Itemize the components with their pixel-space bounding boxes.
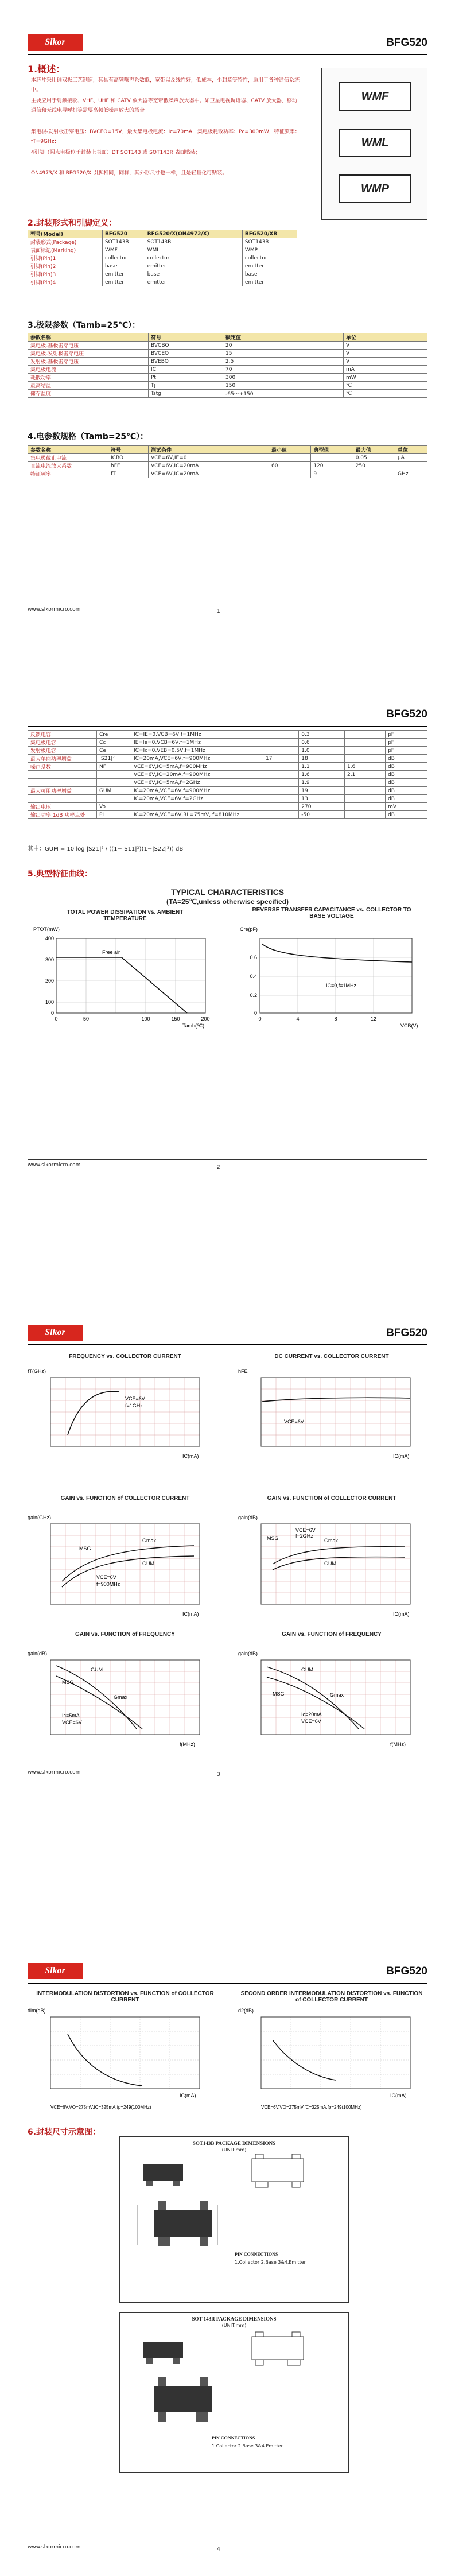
chip-wmp	[339, 174, 411, 203]
package-drawing-sot143b	[119, 2136, 349, 2303]
electrical-table-header: 参数名称 符号 测试条件 最小值 典型值 最大值 单位	[28, 446, 427, 454]
page-footer	[28, 1159, 427, 1169]
table-row: 集电极截止电流 ICBO VCB=6V,IE=0 0.05 μA	[28, 454, 427, 462]
package-table-header: 型号(Model) BFG520 BFG520/X(ON4972/X) BFG520/XR	[28, 230, 297, 238]
svg-text:100: 100	[141, 1016, 150, 1022]
page-number: 4	[217, 2547, 220, 2552]
chart-note: Free air	[102, 949, 120, 955]
electrical-table-cont	[28, 730, 427, 819]
table-row: 封装形式(Package) SOT143B SOT143B SOT143R	[28, 238, 297, 246]
curve-label: GUM	[91, 1667, 103, 1673]
chart-capacitance	[240, 924, 429, 1030]
section-limits-title: 3.极限参数（Tamb=25℃）：	[28, 321, 141, 330]
svg-text:0: 0	[55, 1016, 58, 1022]
y-axis-label: PTOT(mW)	[33, 926, 60, 932]
x-axis-label: f(MHz)	[390, 1741, 406, 1747]
x-axis-label: VCB(V)	[400, 1023, 418, 1029]
x-axis-label: IC(mA)	[393, 1453, 410, 1459]
page-header	[28, 1963, 427, 1984]
package-title: SOT143B PACKAGE DIMENSIONS	[192, 2140, 276, 2146]
chart-gain-vs-ic-2g	[238, 1512, 427, 1621]
x-axis-label: Tamb(℃)	[182, 1023, 205, 1029]
page-2	[0, 643, 455, 1286]
section-package-title: 2.封装形式和引脚定义：	[28, 219, 117, 228]
page-footer	[28, 1767, 427, 1776]
chart-ft-vs-ic	[28, 1366, 217, 1464]
table-row: 集电极-基极击穿电压 BVCBO 20 V	[28, 342, 427, 350]
footer-site: www.slkormicro.com	[28, 607, 81, 612]
table-row: 耗散功率 Pt 300 mW	[28, 374, 427, 382]
chart-gain-vs-ic-900	[28, 1512, 217, 1621]
table-row: 发射极-基极击穿电压 BVEBO 2.5 V	[28, 358, 427, 366]
y-axis-label: gain(dB)	[28, 1651, 48, 1656]
svg-text:200: 200	[201, 1016, 210, 1022]
x-axis-label: IC(mA)	[390, 2093, 407, 2098]
chip-wmp-mark: WMP	[361, 182, 389, 195]
curve-label: MSG	[273, 1691, 285, 1697]
x-axis-label: IC(mA)	[182, 1611, 199, 1617]
chip-wml-mark: WML	[361, 136, 389, 149]
page-footer	[28, 604, 427, 613]
package-unit: (UNIT:mm)	[221, 2323, 247, 2328]
chart-note: Ic=20mA	[301, 1712, 322, 1717]
y-axis-label: gain(dB)	[238, 1651, 258, 1656]
footer-site: www.slkormicro.com	[28, 1770, 81, 1775]
curve-label: Gmax	[324, 1538, 339, 1543]
pin-connections-title: PIN CONNECTIONS	[235, 2252, 278, 2257]
x-axis-label: IC(mA)	[182, 1453, 199, 1459]
svg-text:200: 200	[45, 978, 54, 984]
chart-title-gain-ic-2g: GAIN vs. FUNCTION of COLLECTOR CURRENT	[267, 1495, 396, 1502]
svg-text:400: 400	[45, 936, 54, 941]
page-number: 3	[217, 1772, 220, 1778]
page-header	[28, 1325, 427, 1345]
section-dimensions-title: 6.封装尺寸示意图：	[28, 2128, 101, 2137]
package-unit: (UNIT:mm)	[221, 2147, 247, 2152]
curve-label: Gmax	[114, 1694, 128, 1700]
x-axis-label: IC(mA)	[180, 2093, 196, 2098]
chip-wmf-mark: WMF	[361, 90, 389, 103]
chip-wmf	[339, 82, 411, 111]
page-4	[0, 1929, 455, 2576]
section-overview-title: 1.概述：	[28, 64, 65, 75]
electrical-table	[28, 445, 427, 478]
curve-label: Gmax	[142, 1538, 157, 1543]
overview-paragraph-2: 主要应用于射频接收、VHF、UHF 和 CATV 放大器等宽带低噪声放大器中。如卫星电视调谐器、CATV 放大器，移动通信和无线电寻呼机等需要高频低噪声放大的场合。	[31, 98, 297, 114]
chart-title-capacitance: REVERSE TRANSFER CAPACITANCE vs. COLLECTOR TO BASE VOLTAGE	[252, 907, 411, 920]
table-row: IC=20mA,VCE=6V,f=2GHz 13 dB	[28, 795, 427, 803]
chart-title-imd: INTERMODULATION DISTORTION vs. FUNCTION of COLLECTOR CURRENT	[36, 1991, 214, 2003]
pin-connections-text: 1.Collector 2.Base 3&4.Emitter	[235, 2260, 306, 2265]
x-axis-label: f(MHz)	[180, 1741, 195, 1747]
overview-bullet-3: ON4973/X 和 BFG520/X 引脚相同，同样，其外形尺寸也一样，且是轻量化可贴装。	[31, 170, 228, 176]
svg-text:4: 4	[296, 1016, 300, 1022]
brand-logo: Slkor	[28, 1325, 83, 1341]
y-axis-label: Cre(pF)	[240, 926, 258, 932]
table-row: 集电极电容 Cc IE=Ie=0,VCB=6V,f=1MHz 0.6 pF	[28, 739, 427, 747]
table-row: 引脚(Pin)1 collector collector collector	[28, 254, 297, 262]
y-axis-label: fT(GHz)	[28, 1368, 46, 1374]
footer-site: www.slkormicro.com	[28, 1162, 81, 1168]
brand-logo: Slkor	[28, 1963, 83, 1979]
chart-note: f=1GHz	[125, 1403, 143, 1409]
chart-note: f=900MHz	[96, 1581, 120, 1587]
package-outline	[120, 2153, 349, 2302]
curve-label: MSG	[62, 1679, 74, 1685]
limits-table-header: 参数名称 符号 额定值 单位	[28, 333, 427, 342]
model-title: BFG520	[386, 708, 427, 720]
chart-power-dissipation	[33, 924, 223, 1030]
table-row: 反馈电容 Cre IC=IE=0,VCB=6V,f=1MHz 0.3 pF	[28, 731, 427, 739]
svg-text:0.6: 0.6	[250, 955, 257, 960]
x-axis-label: IC(mA)	[393, 1611, 410, 1617]
svg-text:50: 50	[83, 1016, 90, 1022]
chart-condition: VCE=6V,VO=275mV,fC=325mA,fp=249(100MHz)	[50, 2105, 151, 2110]
chart-gain-vs-f-5ma	[28, 1648, 217, 1752]
curve-label: GUM	[301, 1667, 313, 1673]
page-number: 2	[217, 1165, 220, 1170]
overview-bullet-1: 集电极-发射极击穿电压：BVCEO=15V，最大集电极电流：Ic=70mA，集电极耗散功率：Pc=300mW，特征频率：fT=9GHz；	[31, 129, 300, 145]
table-row: 表面标记(Marking) WMF WML WMP	[28, 246, 297, 254]
chart-title-gain-ic-900: GAIN vs. FUNCTION of COLLECTOR CURRENT	[60, 1495, 190, 1502]
chart-note: Ic=5mA	[62, 1713, 80, 1718]
table-row: 输出电压 Vo 270 mV	[28, 803, 427, 811]
chart-note: VCE=6V	[96, 1574, 116, 1580]
table-row: 储存温度 Tstg -65～+150 ℃	[28, 390, 427, 398]
table-row: 最大可用功率增益 GUM IC=20mA,VCE=6V,f=900MHz 19 dB	[28, 787, 427, 795]
overview-paragraph-1: 本芯片采用硅双极工艺制造，其具有高频噪声系数低，宽带以及线性好，低成本，小封装等特性，适用于各种通信系统中。	[31, 77, 300, 93]
chart-gain-vs-f-20ma	[238, 1648, 427, 1752]
svg-text:0: 0	[258, 1016, 262, 1022]
table-row: 最高结温 Tj 150 ℃	[28, 382, 427, 390]
y-axis-label: dim(dB)	[28, 2008, 46, 2014]
y-axis-label: gain(dB)	[238, 1515, 258, 1520]
y-axis-label: gain(GHz)	[28, 1515, 52, 1520]
chip-marking-panel	[321, 68, 427, 220]
svg-text:150: 150	[171, 1016, 180, 1022]
chart-note: VCE=6V	[301, 1718, 321, 1724]
chart-note: IC=0,f=1MHz	[326, 983, 357, 988]
chart-note: VCE=6V	[284, 1419, 304, 1425]
chart-title-gain-f-20ma: GAIN vs. FUNCTION of FREQUENCY	[282, 1631, 382, 1638]
y-axis-label: d2(dB)	[238, 2008, 254, 2014]
page-number: 1	[217, 609, 220, 615]
page-header	[28, 706, 427, 727]
chart-condition: VCE=6V,VO=275mV,fC=325mA,fp=249(100MHz)	[261, 2105, 362, 2110]
svg-text:12: 12	[370, 1016, 377, 1022]
curve-label: Gmax	[330, 1692, 344, 1698]
chart-note: VCE=6V	[125, 1396, 145, 1402]
table-row: 引脚(Pin)3 emitter base base	[28, 270, 297, 278]
curve-label: MSG	[79, 1546, 91, 1551]
chart-d2	[238, 2005, 427, 2115]
gum-formula: 其中：GUM = 10 log |S21|² / ((1−|S11|²)(1−|S22|²)) dB	[28, 846, 184, 852]
table-row: 发射极电容 Ce IC=Ic=0,VEB=0.5V,f=1MHz 1.0 pF	[28, 747, 427, 755]
page-footer	[28, 2542, 427, 2551]
section-electrical-title: 4.电参数规格（Tamb=25℃）：	[28, 432, 149, 441]
page-header	[28, 34, 427, 55]
table-row: 最大单向功率增益 |S21|² IC=20mA,VCE=6V,f=900MHz 17 18 dB	[28, 755, 427, 763]
chart-title-hfe: DC CURRENT vs. COLLECTOR CURRENT	[274, 1353, 389, 1360]
table-row: 输出功率 1dB 功率点处 PL IC=20mA,VCE=6V,RL=75mV, f=810MHz -50 dB	[28, 811, 427, 819]
svg-text:300: 300	[45, 957, 54, 963]
table-row: 噪声系数 NF VCE=6V,IC=5mA,f=900MHz 1.1 1.6 dB	[28, 763, 427, 771]
table-row: VCE=6V,IC=20mA,f=900MHz 1.6 2.1 dB	[28, 771, 427, 779]
chip-wml	[339, 129, 411, 157]
brand-logo: Slkor	[28, 34, 83, 51]
chart-title-d2: SECOND ORDER INTERMODULATION DISTORTION vs. FUNCTION of COLLECTOR CURRENT	[240, 1991, 423, 2003]
model-title: BFG520	[386, 1327, 427, 1339]
chart-note: VCE=6V	[62, 1720, 82, 1725]
section-curves-title: 5.典型特征曲线：	[28, 870, 93, 879]
pin-connections-text: 1.Collector 2.Base 3&4.Emitter	[212, 2443, 283, 2449]
chart-imd	[28, 2005, 217, 2115]
model-title: BFG520	[386, 1965, 427, 1977]
package-table	[28, 230, 297, 286]
table-row: 特征频率 fT VCE=6V,IC=20mA 9 GHz	[28, 470, 427, 478]
svg-text:0: 0	[254, 1010, 257, 1016]
curves-subheading: (TA=25℃,unless otherwise specified)	[166, 898, 289, 906]
package-outline	[120, 2329, 349, 2472]
table-row: 直流电流放大系数 hFE VCE=6V,IC=20mA 60 120 250	[28, 462, 427, 470]
pin-connections-title: PIN CONNECTIONS	[212, 2435, 255, 2441]
chart-hfe-vs-ic	[238, 1366, 427, 1464]
chart-title-gain-f-5ma: GAIN vs. FUNCTION of FREQUENCY	[75, 1631, 175, 1638]
package-drawing-sot143r	[119, 2312, 349, 2473]
page-1	[0, 0, 455, 643]
limits-table	[28, 333, 427, 398]
curve-label: GUM	[142, 1561, 154, 1566]
chart-title-power: TOTAL POWER DISSIPATION vs. AMBIENT TEMPERATURE	[67, 909, 184, 922]
svg-text:8: 8	[334, 1016, 337, 1022]
overview-bullet-2: 4引脚（圆点电极位于封装上表面）DT SOT143 或 SOT143R 表面贴装；	[31, 150, 201, 156]
chart-note: VCE=6V	[295, 1527, 316, 1533]
svg-text:0: 0	[50, 1010, 54, 1016]
model-title: BFG520	[386, 37, 427, 49]
package-title: SOT-143R PACKAGE DIMENSIONS	[192, 2316, 277, 2322]
table-row: 引脚(Pin)2 base emitter emitter	[28, 262, 297, 270]
svg-text:0.2: 0.2	[250, 992, 257, 998]
curves-heading: TYPICAL CHARACTERISTICS	[170, 887, 285, 897]
page-3	[0, 1286, 455, 1929]
curve-label: GUM	[324, 1561, 336, 1566]
footer-site: www.slkormicro.com	[28, 2544, 81, 2550]
table-row: 引脚(Pin)4 emitter emitter emitter	[28, 278, 297, 286]
table-row: 集电极电流 IC 70 mA	[28, 366, 427, 374]
y-axis-label: hFE	[238, 1368, 248, 1374]
svg-text:100: 100	[45, 999, 54, 1005]
curve-label: MSG	[267, 1535, 279, 1541]
chart-title-ft: FREQUENCY vs. COLLECTOR CURRENT	[69, 1353, 181, 1360]
table-row: VCE=6V,IC=5mA,f=2GHz 1.9 dB	[28, 779, 427, 787]
table-row: 集电极-发射极击穿电压 BVCEO 15 V	[28, 350, 427, 358]
svg-text:0.4: 0.4	[250, 973, 257, 979]
chart-note: f=2GHz	[295, 1533, 313, 1539]
